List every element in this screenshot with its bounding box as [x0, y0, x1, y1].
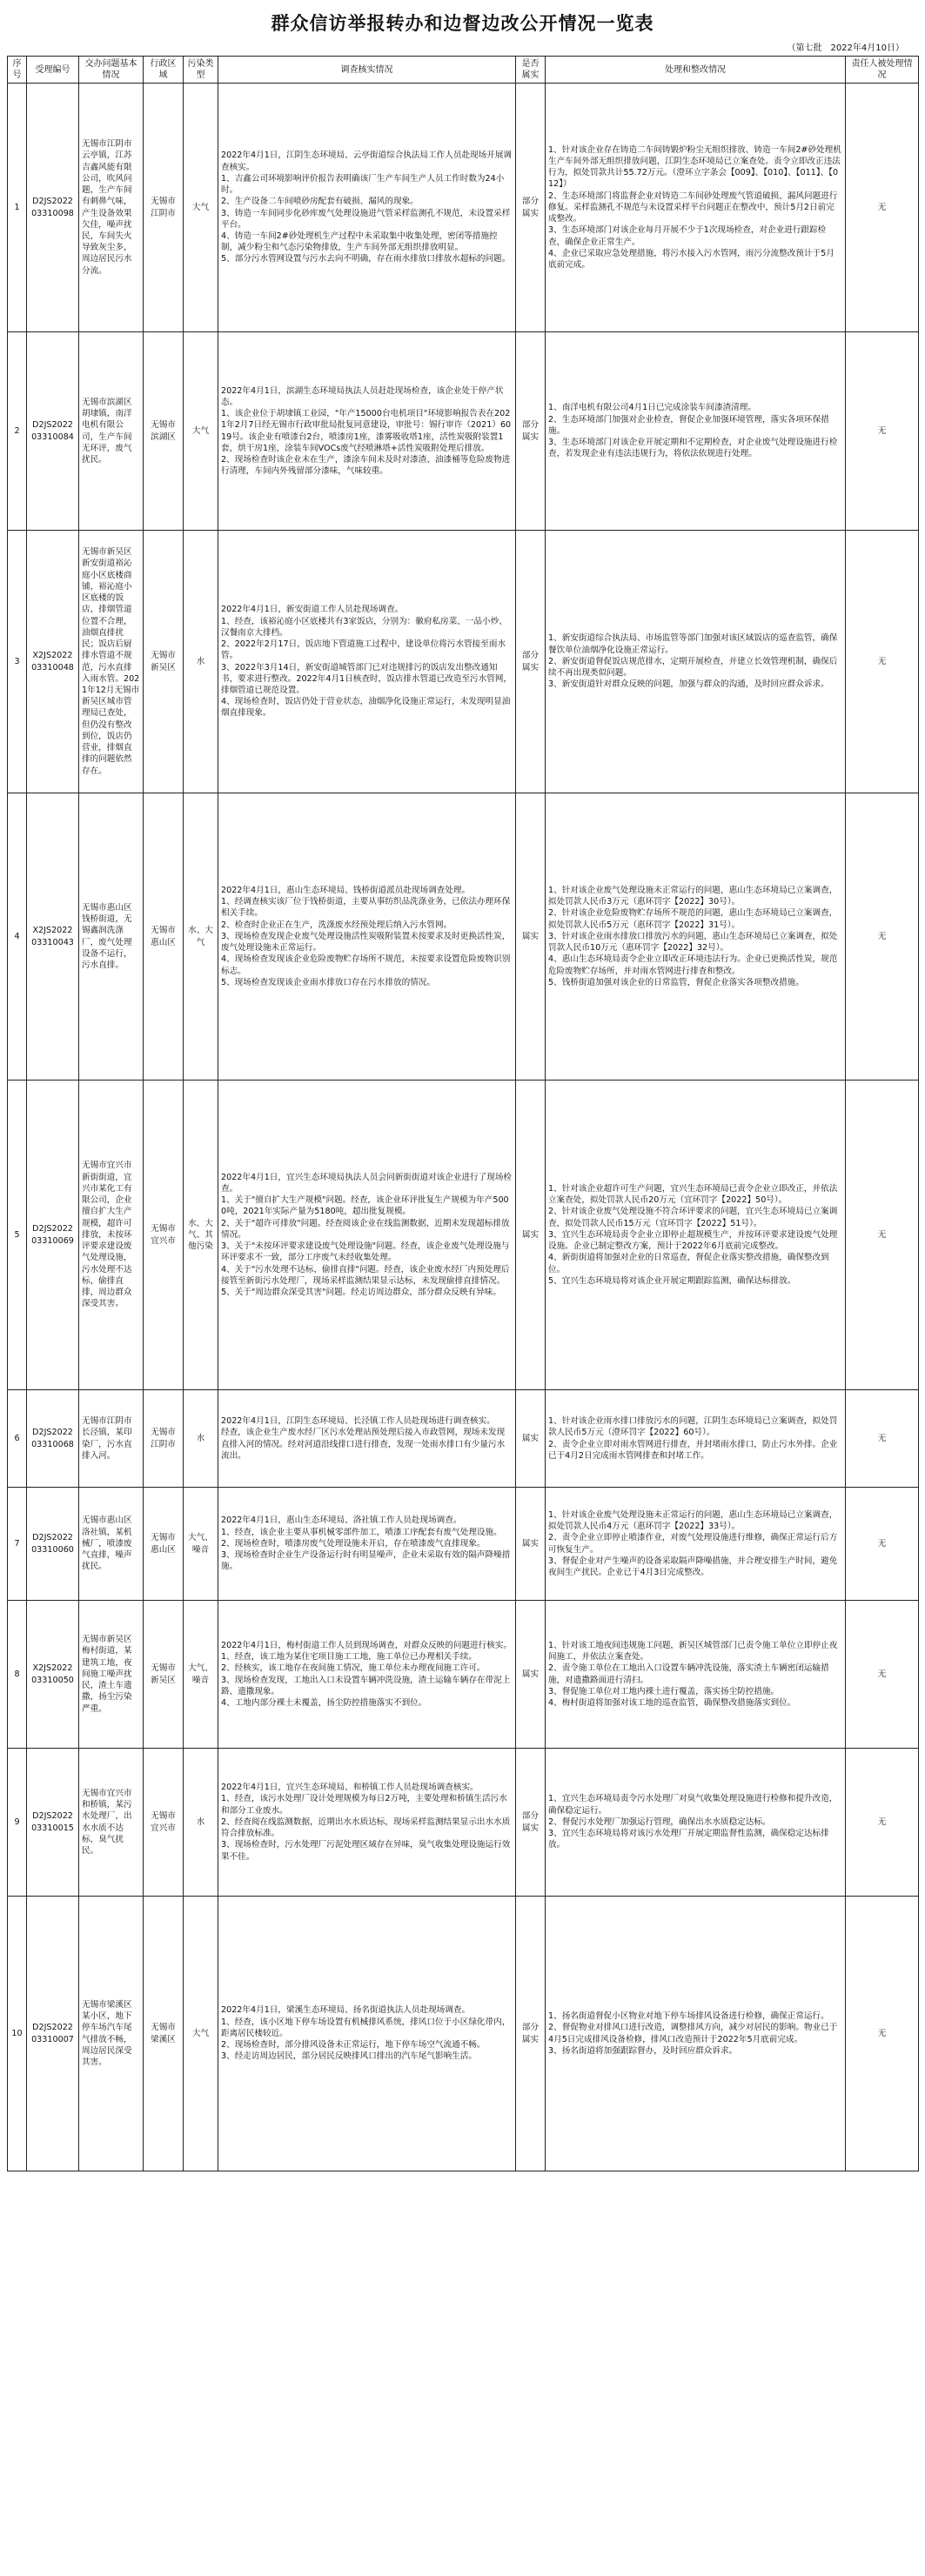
row-investigation: [218, 1897, 516, 2171]
row-region-text: 无锡市 滨湖区: [151, 420, 178, 442]
row-resp-text: 无: [877, 202, 887, 212]
row-type-text: 水: [196, 1817, 205, 1827]
row-id-text: X2JS2022 03310043: [31, 926, 76, 947]
row-true: [516, 84, 546, 332]
row-true-text: 部分属实: [521, 420, 540, 442]
row-no: [8, 332, 27, 531]
row-resp-text: 无: [877, 656, 887, 666]
row-true: [516, 1601, 546, 1749]
table-row: [8, 84, 919, 332]
row-id: [27, 1488, 79, 1601]
row-id-text: X2JS2022 03310050: [31, 1663, 76, 1685]
row-true-text: 部分属实: [521, 197, 540, 218]
row-handling-text: 1、针对该企业超许可生产问题，宜兴生态环境局已责令企业立即改正，并依法立案查处，拟处罚款人民币20万元（宜环罚字【2022】50号）。 2、针对该企业废气处理设施不符合环评要求的问题，宜兴生态环境局已立案调查，拟处罚款人民币15万元（宜环罚字【2022】51号）。 3、宜兴生态环境局责令企业立即停止超规模生产，并按环评要求建设废气处理设施。企业已制定整改方案，预计于2022年6月底前完成整改。 4、新街街道将加强对企业的日常巡查，督促企业落实整改措施，确保整改到位。 5、宜兴生态环境局将对该企业开展定期跟踪监测，确保达标排放。: [548, 1183, 838, 1286]
row-region: [144, 531, 184, 793]
row-true-text: 属实: [521, 1669, 540, 1679]
row-id: [27, 1081, 79, 1390]
row-id: [27, 1749, 79, 1897]
row-issue-text: 无锡市宜兴市和桥镇，某污水处理厂，出水水质不达标，臭气扰民。: [82, 1788, 132, 1856]
row-resp: [846, 793, 919, 1081]
row-type-text: 水: [196, 1433, 205, 1443]
table-row: [8, 531, 919, 793]
row-issue: [79, 1081, 144, 1390]
table-row: [8, 793, 919, 1081]
row-region-text: 无锡市 江阴市: [151, 1428, 178, 1449]
header-investigation: 调查核实情况: [218, 57, 516, 84]
row-no-text: 3: [14, 656, 20, 666]
header-type: 污染类型: [184, 57, 218, 84]
row-issue: [79, 1390, 144, 1488]
row-issue: [79, 1488, 144, 1601]
row-id-text: D2JS2022 03310060: [31, 1533, 76, 1555]
row-id-text: D2JS2022 03310069: [31, 1224, 76, 1246]
document-subtitle: （第七批 2022年4月10日）: [787, 43, 904, 53]
row-resp: [846, 1749, 919, 1897]
row-type: [184, 84, 218, 332]
row-investigation-text: 2022年4月1日，江阴生态环境局、云亭街道综合执法局工作人员赴现场开展调查核实。 1、吉鑫公司环境影响评价报告表明确该厂生产车间生产人员工作时数为24小时。 2、生产设备二车间喷砂房配套有破损、漏风的现象。 3、铸造一车间同步化砂库废气处理设施进气管采样监测孔不规范，未设置采样平台。 4、铸造一车间2#砂处理机生产过程中未采取集中收集处理，密闭等措施控制，减少粉尘和气态污染物排放，生产车间外部无组织排放明显。 5、部分污水管网设置与污水去向不明确，存在雨水排放口排放水超标的问题。: [221, 151, 513, 264]
row-region: [144, 1749, 184, 1897]
row-investigation-text: 2022年4月1日，江阴生态环境局、长泾镇工作人员赴现场进行调查核实。 经查，该企业生产废水经厂区污水处理站预处理后接入市政管网，现场未发现直排入河的情况。经对河道沿线排口进行排查，发现一处雨水排口有少量污水流出。: [221, 1416, 506, 1461]
row-no: [8, 1488, 27, 1601]
row-region: [144, 1081, 184, 1390]
row-id: [27, 793, 79, 1081]
row-issue-text: 无锡市宜兴市新街街道，宜兴市某化工有限公司，企业擅自扩大生产规模，超许可排放，未按环评要求建设废气处理设施，污水处理不达标，偷排直排，周边群众深受其害。: [82, 1161, 132, 1309]
row-region: [144, 793, 184, 1081]
row-investigation-text: 2022年4月1日，宜兴生态环境局执法人员会同新街街道对该企业进行了现场检查。 1、关于"擅自扩大生产规模"问题。经查，该企业环评批复生产规模为年产5000吨，2021年实际产量为5180吨，超出批复规模。 2、关于"超许可排放"问题。经查阅该企业在线监测数据，近期未发现超标排放情况。 3、关于"未按环评要求建设废气处理设施"问题。经查，该企业废气处理设施与环评要求不一致，部分工序废气未经收集处理。 4、关于"污水处理不达标，偷排直排"问题。经查，该企业废水经厂内预处理后接管至新街污水处理厂，现场采样监测结果显示达标，未发现偷排直排情况。 5、关于"周边群众深受其害"问题。经走访周边群众，部分群众反映有异味。: [221, 1172, 513, 1298]
row-true: [516, 1081, 546, 1390]
row-handling-text: 1、针对该工地夜间违规施工问题，新吴区城管部门已责令施工单位立即停止夜间施工，并依法立案查处。 2、责令施工单位在工地出入口设置车辆冲洗设施，落实渣土车辆密闭运输措施，对遗撒路面进行清扫。 3、督促施工单位对工地内裸土进行覆盖，落实扬尘防控措施。 4、梅村街道将加强对该工地的巡查监管，确保整改措施落实到位。: [548, 1640, 838, 1708]
row-issue-text: 无锡市滨湖区胡埭镇，南洋电机有限公司，生产车间无环评，废气扰民。: [82, 397, 132, 465]
row-true-text: 属实: [521, 1229, 540, 1240]
document-title: 群众信访举报转办和边督边改公开情况一览表: [271, 13, 654, 34]
row-issue-text: 无锡市惠山区洛社镇，某机械厂，喷漆废气直排，噪声扰民。: [82, 1515, 132, 1572]
row-no: [8, 793, 27, 1081]
row-type-text: 大气: [191, 2028, 210, 2038]
header-true: 是否属实: [516, 57, 546, 84]
row-true-text: 属实: [521, 931, 540, 941]
row-no: [8, 1390, 27, 1488]
row-true: [516, 531, 546, 793]
header-resp: 责任人被处理情况: [846, 57, 919, 84]
row-resp: [846, 1390, 919, 1488]
row-region-text: 无锡市 新吴区: [151, 651, 178, 672]
row-id: [27, 332, 79, 531]
row-handling: [546, 1081, 846, 1390]
row-type: [184, 1488, 218, 1601]
row-issue: [79, 84, 144, 332]
row-no-text: 8: [14, 1669, 20, 1679]
header-issue: 交办问题基本情况: [79, 57, 144, 84]
row-investigation: [218, 1081, 516, 1390]
row-region: [144, 332, 184, 531]
row-resp: [846, 84, 919, 332]
row-investigation-text: 2022年4月1日，惠山生态环境局、洛社镇工作人员赴现场调查。 1、经查，该企业主要从事机械零部件加工，喷漆工序配套有废气处理设施。 2、现场检查时，喷漆房废气处理设施未开启，存在喷漆废气直排现象。 3、现场检查时企业生产设备运行时有明显噪声，企业未采取有效的隔声降噪措施。: [221, 1515, 511, 1572]
row-type: [184, 1749, 218, 1897]
table-row: [8, 332, 919, 531]
row-type-text: 水、大气: [188, 926, 213, 947]
header-handling: 处理和整改情况: [546, 57, 846, 84]
row-no-text: 9: [14, 1817, 20, 1827]
row-true: [516, 1390, 546, 1488]
row-issue: [79, 332, 144, 531]
header-region: 行政区域: [144, 57, 184, 84]
row-type-text: 大气: [191, 202, 210, 212]
row-type: [184, 793, 218, 1081]
row-issue-text: 无锡市江阴市云亭镇，江苏吉鑫风能有限公司，吹风问题，生产车间有刺鼻气味，产生设备效果欠佳，噪声扰民，车间失火导致灰尘多，周边居民污水分流。: [82, 139, 132, 276]
row-investigation: [218, 84, 516, 332]
row-handling: [546, 1488, 846, 1601]
row-issue-text: 无锡市新吴区梅村街道，某建筑工地，夜间施工噪声扰民，渣土车遗撒，扬尘污染严重。: [82, 1635, 132, 1714]
row-no-text: 4: [14, 931, 20, 941]
row-type-text: 大气: [191, 425, 210, 436]
row-true-text: 属实: [521, 1433, 540, 1443]
row-type: [184, 1390, 218, 1488]
row-region-text: 无锡市 惠山区: [151, 1533, 178, 1555]
row-issue: [79, 793, 144, 1081]
row-no: [8, 1081, 27, 1390]
row-handling: [546, 332, 846, 531]
row-handling-text: 1、针对该企业废气处理设施未正常运行的问题，惠山生态环境局已立案调查，拟处罚款人民币3万元（惠环罚字【2022】30号）。 2、针对该企业危险废物贮存场所不规范的问题，惠山生态环境局已立案调查，拟处罚款人民币5万元（惠环罚字【2022】31号）。 3、针对该企业雨水排放口排放污水的问题，惠山生态环境局已立案调查，拟处罚款人民币10万元（惠环罚字【2022】32号）。 4、惠山生态环境局责令企业立即改正环境违法行为。企业已更换活性炭，规范危险废物贮存场所，并对雨水管网进行排查和整改。 5、钱桥街道加强对该企业的日常监管，督促企业落实各项整改措施。: [548, 885, 838, 987]
row-no: [8, 84, 27, 332]
row-true: [516, 332, 546, 531]
row-no: [8, 1601, 27, 1749]
row-no-text: 6: [14, 1433, 20, 1443]
row-handling: [546, 531, 846, 793]
row-issue-text: 无锡市梁溪区某小区，地下停车场汽车尾气排放不畅，周边居民深受其害。: [82, 1999, 132, 2067]
row-handling: [546, 84, 846, 332]
row-region: [144, 84, 184, 332]
row-true-text: 部分属实: [521, 1811, 540, 1833]
row-id: [27, 1390, 79, 1488]
row-resp: [846, 1081, 919, 1390]
row-resp-text: 无: [877, 1433, 887, 1443]
row-resp-text: 无: [877, 2028, 887, 2038]
row-type: [184, 531, 218, 793]
row-type: [184, 1601, 218, 1749]
row-no: [8, 531, 27, 793]
row-investigation-text: 2022年4月1日，梁溪生态环境局、扬名街道执法人员赴现场调查。 1、经查，该小区地下停车场设置有机械排风系统，排风口位于小区绿化带内，距离居民楼较近。 2、现场检查时，部分排风设备未正常运行，地下停车场空气流通不畅。 3、经走访周边居民，部分居民反映排风口排出的汽车尾气影响生活。: [221, 2005, 511, 2062]
table-row: [8, 1601, 919, 1749]
row-true: [516, 1749, 546, 1897]
row-issue-text: 无锡市江阴市长泾镇，某印染厂，污水直排入河。: [82, 1416, 132, 1461]
row-resp-text: 无: [877, 1538, 887, 1549]
row-issue: [79, 1601, 144, 1749]
row-handling: [546, 1601, 846, 1749]
row-handling: [546, 1749, 846, 1897]
row-true: [516, 1897, 546, 2171]
row-id-text: D2JS2022 03310068: [31, 1428, 76, 1449]
row-id: [27, 1897, 79, 2171]
row-no: [8, 1897, 27, 2171]
row-region: [144, 1601, 184, 1749]
row-investigation: [218, 1601, 516, 1749]
row-resp-text: 无: [877, 1669, 887, 1679]
table-row: [8, 1897, 919, 2171]
row-investigation: [218, 1488, 516, 1601]
row-investigation-text: 2022年4月1日，滨湖生态环境局执法人员赶赴现场检查，该企业处于停产状态。 1、该企业位于胡埭镇工业园，"年产15000台电机项目"环境影响报告表在2021年2月7日经无锡市行政审批局批复同意建设，审批号：锡行审许（2021）6019号。该企业有喷漆台2台，喷漆房1座，漆雾吸收塔1座，活性炭吸附装置1套，烘干房1座，涂装车间VOCs废气经喷淋塔+活性炭吸附处理后排放。 2、现场检查时该企业未在生产，漆涂车间未及时对漆渣、油漆桶等危险废物进行清理，车间内外残留部分漆味，气味较重。: [221, 385, 512, 477]
row-region-text: 无锡市 新吴区: [151, 1663, 178, 1685]
row-no: [8, 1749, 27, 1897]
row-resp-text: 无: [877, 1817, 887, 1827]
row-id-text: D2JS2022 03310098: [31, 197, 76, 218]
row-true-text: 部分属实: [521, 2023, 540, 2044]
row-resp: [846, 1897, 919, 2171]
row-region-text: 无锡市 宜兴市: [151, 1224, 178, 1246]
row-handling-text: 1、扬名街道督促小区物业对地下停车场排风设备进行检修，确保正常运行。 2、督促物业对排风口进行改造，调整排风方向，减少对居民的影响。物业已于4月5日完成排风设备检修，排风口改造预计于2022年5月底前完成。 3、扬名街道将加强跟踪督办，及时回应群众诉求。: [548, 2011, 838, 2056]
row-handling: [546, 1390, 846, 1488]
row-investigation: [218, 793, 516, 1081]
header-no: 序号: [8, 57, 27, 84]
table-row: [8, 1390, 919, 1488]
row-handling-text: 1、新安街道综合执法局、市场监管等部门加强对该区域饭店的巡查监管，确保餐饮单位油烟净化设施正常运行。 2、新安街道督促饭店规范排水，定期开展检查，并建立长效管理机制，确保后续不再出现类似问题。 3、新安街道针对群众反映的问题，加强与群众的沟通，及时回应群众诉求。: [548, 633, 838, 690]
row-investigation-text: 2022年4月1日，梅村街道工作人员到现场调查，对群众反映的问题进行核实。 1、经查，该工地为某住宅项目施工工地，施工单位已办理相关手续。 2、经核实，该工地存在夜间施工情况，施工单位未办理夜间施工许可。 3、现场检查发现，工地出入口未设置车辆冲洗设施，渣土运输车辆存在带泥上路、遗撒现象。 4、工地内部分裸土未覆盖，扬尘防控措施落实不到位。: [221, 1640, 513, 1708]
row-resp: [846, 531, 919, 793]
row-investigation: [218, 1749, 516, 1897]
row-investigation: [218, 332, 516, 531]
row-region: [144, 1390, 184, 1488]
row-issue: [79, 1749, 144, 1897]
row-no-text: 1: [14, 202, 20, 212]
row-resp: [846, 1601, 919, 1749]
row-resp-text: 无: [877, 931, 887, 941]
row-type-text: 水、大气、其他污染: [188, 1218, 213, 1252]
row-investigation-text: 2022年4月1日，惠山生态环境局、钱桥街道派员赴现场调查处理。 1、经调查核实该厂位于钱桥街道，主要从事纺织品洗涤业务，已依法办理环保相关手续。 2、检查时企业正在生产，洗涤废水经预处理后纳入污水管网。 3、现场检查发现企业废气处理设施活性炭吸附装置未按要求及时更换活性炭，废气处理设施未正常运行。 4、现场检查发现该企业危险废物贮存场所不规范，未按要求设置危险废物识别标志。 5、现场检查发现该企业雨水排放口存在污水排放的情况。: [221, 885, 511, 987]
row-no-text: 5: [14, 1229, 20, 1240]
row-issue: [79, 531, 144, 793]
row-investigation: [218, 1390, 516, 1488]
row-id: [27, 84, 79, 332]
row-type: [184, 1897, 218, 2171]
row-resp: [846, 1488, 919, 1601]
row-issue-text: 无锡市新吴区新安街道裕沁庭小区底楼商铺，裕沁庭小区底楼的饭店，排烟管道位置不合理，油烟直排扰民；饭店后厨排水管道不规范，污水直排入雨水管。2021年12月无锡市新吴区城市管理局已查处，但仍没有整改到位，饭店仍营业，排烟直排的问题依然存在。: [82, 547, 140, 776]
row-handling: [546, 793, 846, 1081]
row-type-text: 大气、噪音: [188, 1533, 213, 1555]
table-row: [8, 1488, 919, 1601]
row-investigation-text: 2022年4月1日，宜兴生态环境局、和桥镇工作人员赴现场调查核实。 1、经查，该污水处理厂设计处理规模为每日2万吨，主要处理和桥镇生活污水和部分工业废水。 2、经查阅在线监测数据，近期出水水质达标，现场采样监测结果显示出水水质符合排放标准。 3、现场检查时，污水处理厂污泥处理区域存在异味，臭气收集处理设施运行效果不佳。: [221, 1783, 511, 1862]
row-id: [27, 1601, 79, 1749]
header-id: 受理编号: [27, 57, 79, 84]
row-handling-text: 1、南洋电机有限公司4月1日已完成涂装车间漆渣清理。 2、生态环境部门加强对企业检查，督促企业加强环境管理，落实各项环保措施。 3、生态环境部门对该企业开展定期和不定期检查，对企业废气处理设施进行检查，若发现企业有违法违规行为，将依法依规进行处理。: [548, 403, 838, 459]
row-handling-text: 1、针对该企业废气处理设施未正常运行的问题，惠山生态环境局已立案调查，拟处罚款人民币4万元（惠环罚字【2022】33号）。 2、责令企业立即停止喷漆作业，对废气处理设施进行维修，确保正常运行后方可恢复生产。 3、督促企业对产生噪声的设备采取隔声降噪措施，并合理安排生产时间，避免夜间生产扰民。企业已于4月3日完成整改。: [548, 1509, 838, 1577]
row-region-text: 无锡市 梁溪区: [151, 2023, 178, 2044]
row-id-text: D2JS2022 03310015: [31, 1811, 76, 1833]
row-region-text: 无锡市 江阴市: [151, 197, 178, 218]
petition-table: [7, 56, 919, 2171]
row-issue: [79, 1897, 144, 2171]
row-handling-text: 1、针对该企业雨水排口排放污水的问题，江阴生态环境局已立案调查，拟处罚款人民币5万元（澄环罚字【2022】60号）。 2、责令企业立即对雨水管网进行排查，并封堵雨水排口，防止污水外排。企业已于4月2日完成雨水管网排查和封堵工作。: [548, 1416, 838, 1461]
table-header-row: [8, 57, 919, 84]
row-true: [516, 793, 546, 1081]
row-region: [144, 1488, 184, 1601]
row-type: [184, 332, 218, 531]
row-no-text: 10: [11, 2028, 23, 2038]
row-handling: [546, 1897, 846, 2171]
row-id-text: D2JS2022 03310007: [31, 2023, 76, 2044]
row-id: [27, 531, 79, 793]
row-type: [184, 1081, 218, 1390]
row-handling-text: 1、宜兴生态环境局责令污水处理厂对臭气收集处理设施进行检修和提升改造，确保稳定运行。 2、督促污水处理厂加强运行管理，确保出水水质稳定达标。 3、宜兴生态环境局将对该污水处理厂开展定期监督性监测，确保稳定达标排放。: [548, 1794, 838, 1850]
row-handling-text: 1、针对该企业存在铸造二车间铸锻炉粉尘无组织排放、铸造一车间2#砂处理机生产车间外部无组织排放问题，江阴生态环境局已立案查处。责令立即改正违法行为，拟处罚款共计55.72万元。（澄环立字条会【009】、【010】、【011】、【012】） 2、生态环境部门将监督企业对铸造二车间砂处理废气管道破损、漏风问题进行修复。采样监测孔不规范与未设置采样平台问题正在整改中，预计5月2日前完成整改。 3、生态环境部门对该企业每月开展不少于1次现场检查，对企业进行跟踪检查，确保企业正常生产。 4、企业已采取应急处理措施，将污水接入污水管网，雨污分流整改预计于5月底前完成。: [548, 144, 841, 271]
row-true: [516, 1488, 546, 1601]
row-type-text: 大气、噪音: [188, 1663, 213, 1685]
row-region-text: 无锡市 惠山区: [151, 926, 178, 947]
table-row: [8, 1749, 919, 1897]
row-no-text: 7: [14, 1538, 20, 1549]
row-type-text: 水: [196, 656, 205, 666]
row-id-text: X2JS2022 03310048: [31, 651, 76, 672]
row-region: [144, 1897, 184, 2171]
row-resp-text: 无: [877, 1229, 887, 1240]
table-row: [8, 1081, 919, 1390]
row-investigation: [218, 531, 516, 793]
row-no-text: 2: [14, 425, 20, 436]
table-body: [8, 84, 919, 2171]
row-true-text: 部分属实: [521, 651, 540, 672]
row-resp-text: 无: [877, 425, 887, 436]
row-issue-text: 无锡市惠山区钱桥街道，无锡鑫润洗涤厂，废气处理设备不运行，污水直排。: [82, 902, 132, 970]
row-resp: [846, 332, 919, 531]
row-investigation-text: 2022年4月1日，新安街道工作人员赴现场调查。 1、经查，该裕沁庭小区底楼共有3家饭店，分别为：徽府私房菜、一品小炒、汉餐南京大排档。 2、2022年2月17日，饭店地下管道施工过程中，建设单位将污水管接至雨水管。 3、2022年3月14日，新安街道城管部门已对违规排污的饭店发出整改通知书，要求进行整改。2022年4月1日核查时，饭店排水管道已改造至污水管网，排烟管道已规范设置。 4、现场检查时，饭店仍处于营业状态，油烟净化设施正常运行，未发现明显油烟直排现象。: [221, 605, 513, 719]
row-id-text: D2JS2022 03310084: [31, 420, 76, 442]
row-true-text: 属实: [521, 1538, 540, 1549]
row-region-text: 无锡市 宜兴市: [151, 1811, 178, 1833]
